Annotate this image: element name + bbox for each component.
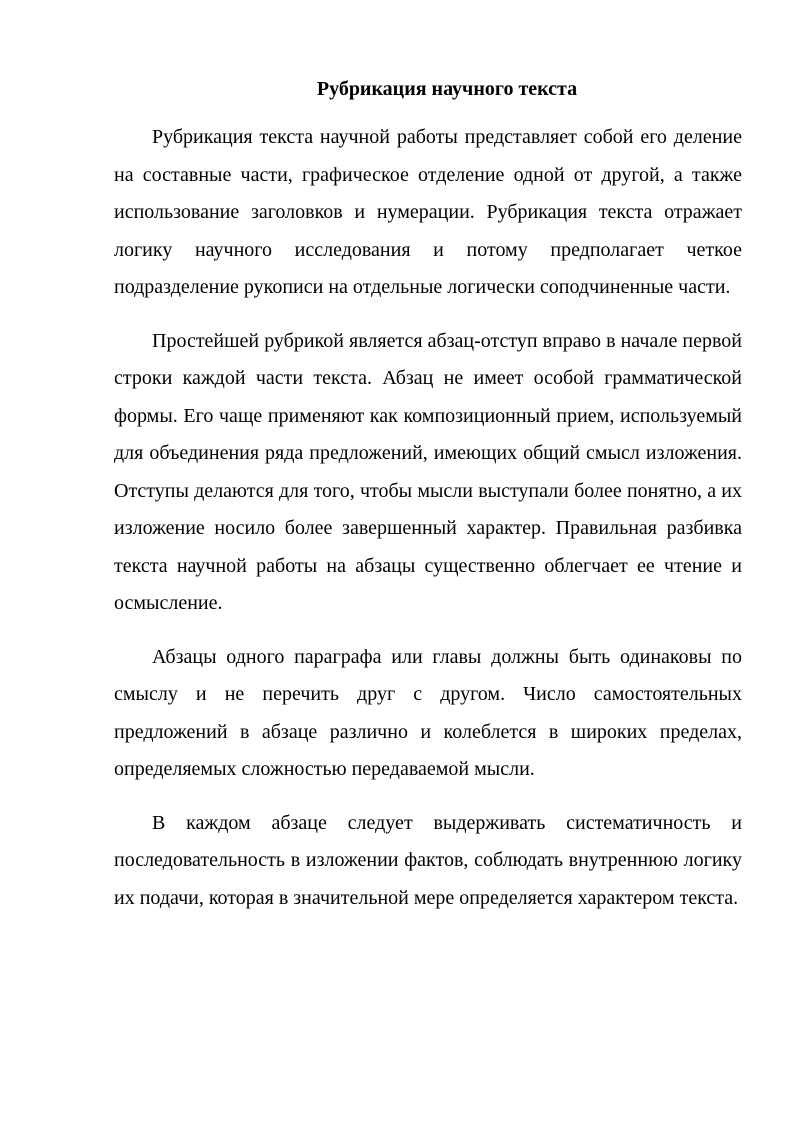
paragraph-4: В каждом абзаце следует выдерживать систематичность и последовательность в изложении фактов, соблюдать внутреннюю логику их подачи, которая в значительной мере определяется характером текста. [114, 811, 742, 909]
document-title: Рубрикация научного текста [316, 78, 578, 100]
paragraph-1: Рубрикация текста научной работы представляет собой его деление на составные части, графическое отделение одной от другой, а также использование заголовков и нумерации. Рубрикация текста отражает логику научного исследования и потому предполагает четкое подразделение рукописи на отдельные логически соподчиненные части. [114, 126, 742, 298]
document-body [114, 73, 742, 933]
paragraph-3: Абзацы одного параграфа или главы должны быть одинаковы по смыслу и не перечить друг с другом. Число самостоятельных предложений в абзаце различно и колеблется в широких пределах, определяемых сложностью передаваемой мысли. [114, 645, 742, 780]
paragraph-2: Простейшей рубрикой является абзац-отступ вправо в начале первой строки каждой части текста. Абзац не имеет особой грамматической формы. Его чаще применяют как композиционный прием, используемый для объединения ряда предложений, имеющих общий смысл изложения. Отступы делаются для того, чтобы мысли выступали более понятно, а их изложение носило более завершенный характер. Правильная разбивка текста научной работы на абзацы существенно облегчает ее чтение и осмысление. [114, 329, 742, 614]
